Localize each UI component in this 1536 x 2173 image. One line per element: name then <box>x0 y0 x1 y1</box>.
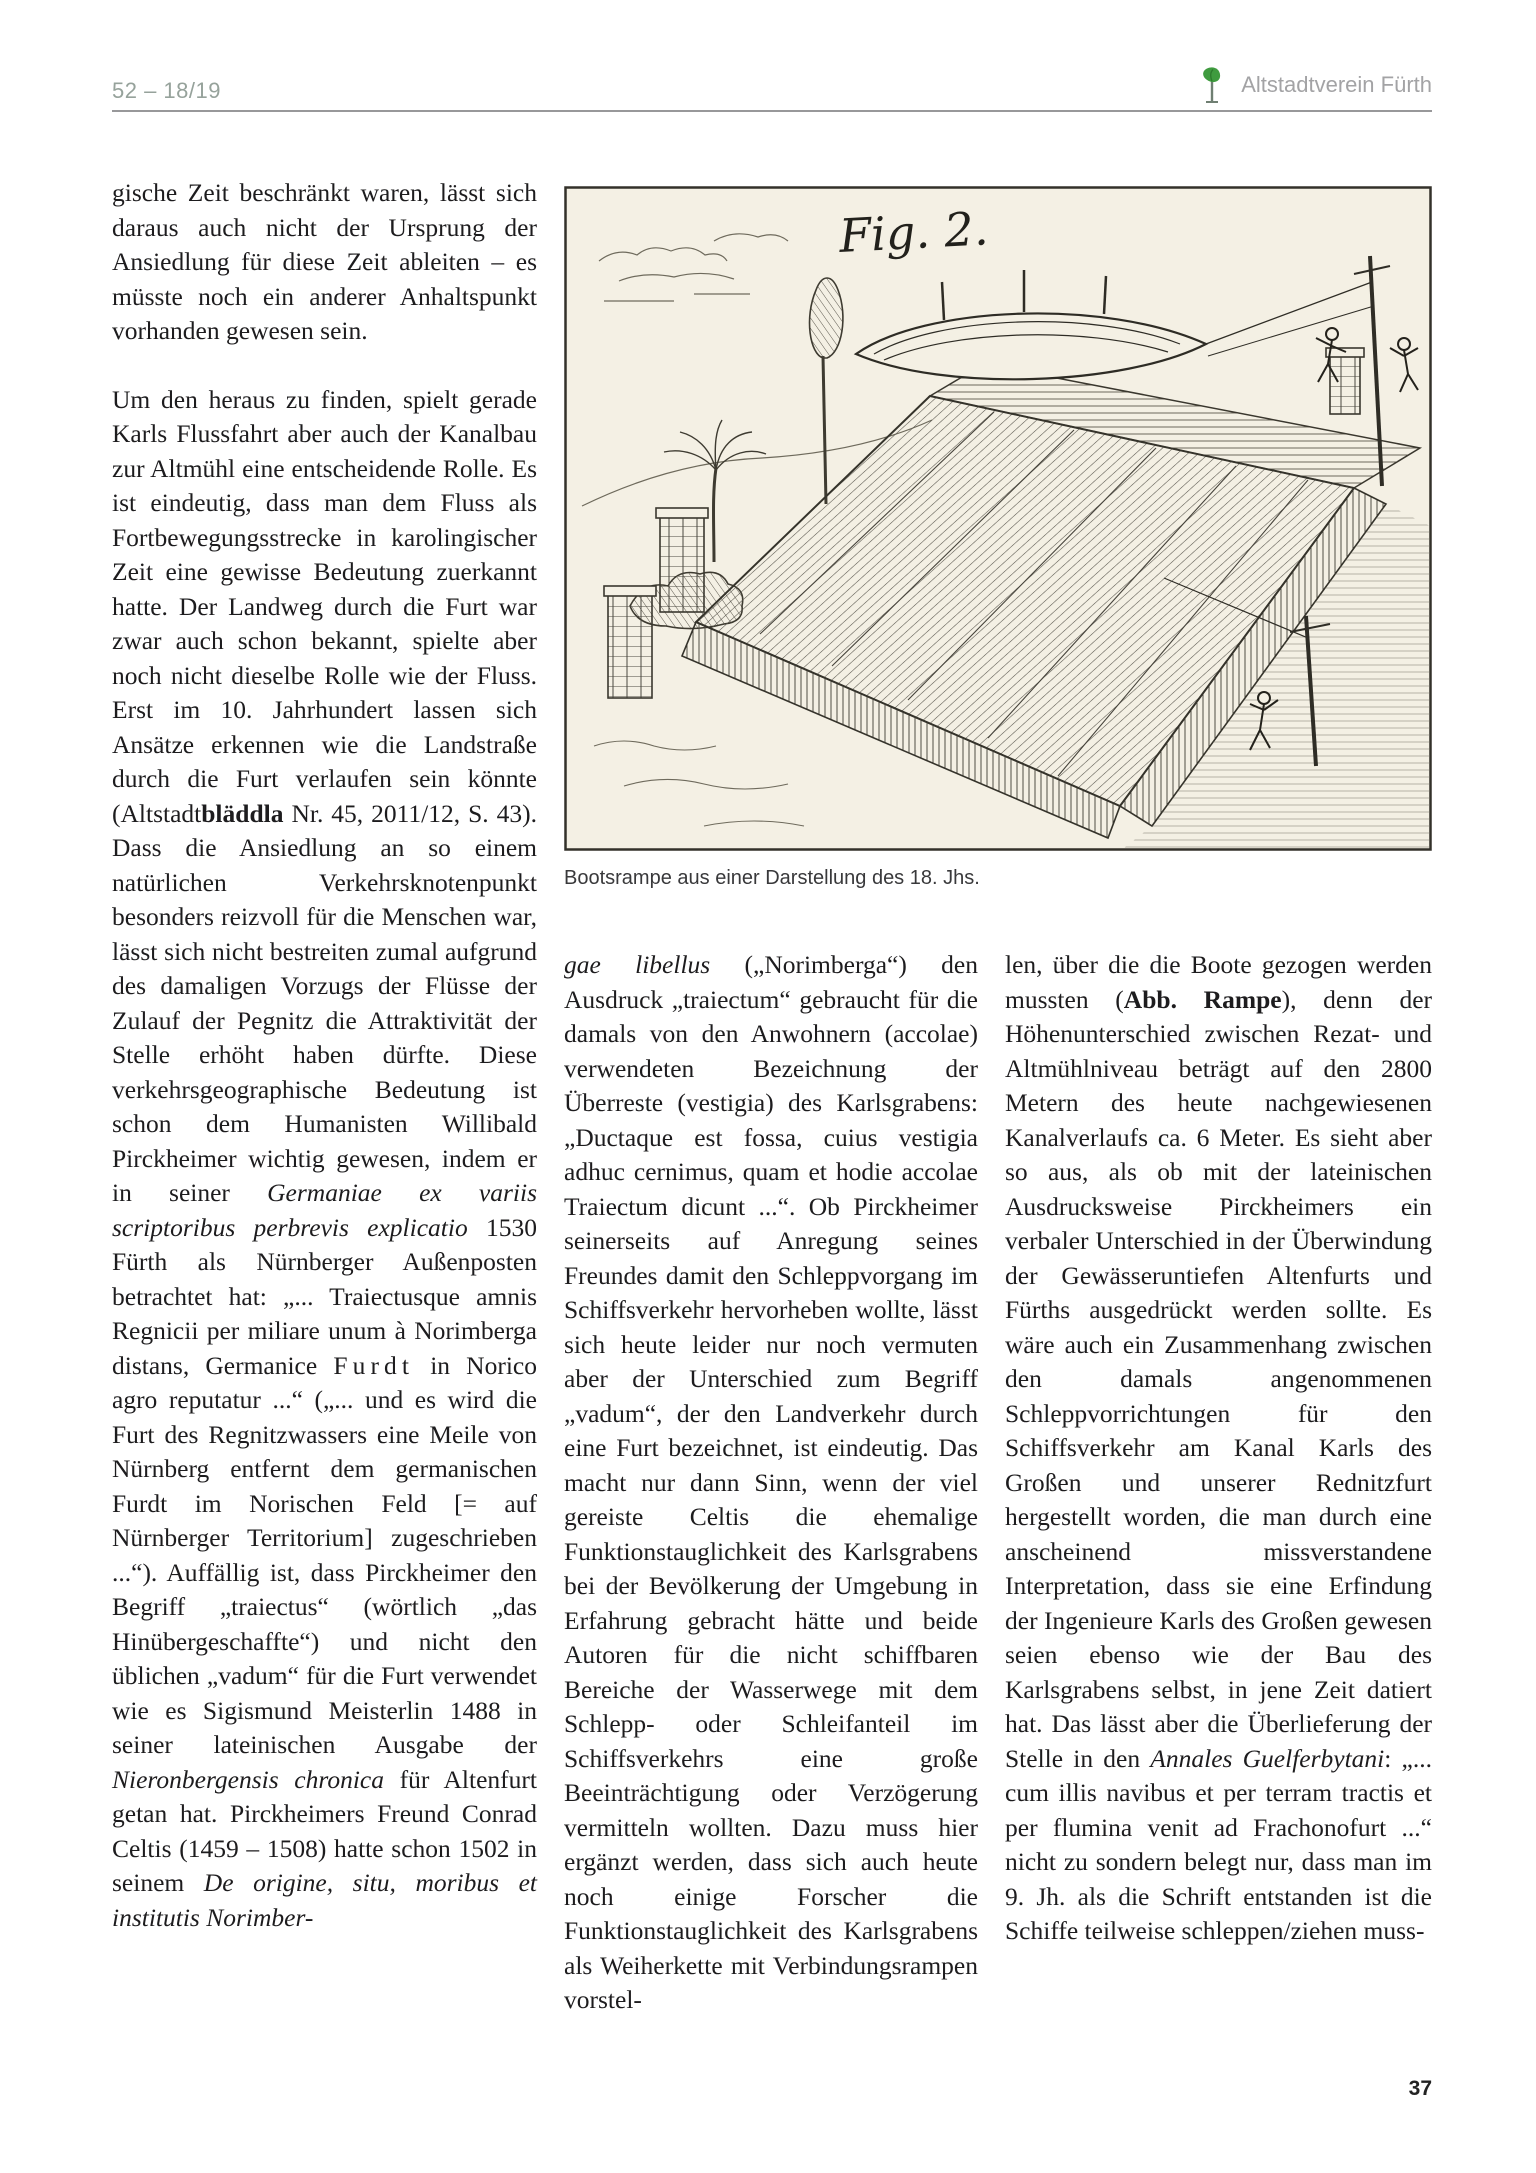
page-number: 37 <box>1408 2077 1432 2100</box>
text-run: Germaniae ex variis scriptoribus perbrevis explicatio <box>112 1178 537 1242</box>
text-run: („Norimberga“) den Ausdruck „traiectum“ gebraucht für die damals von den Anwohnern (accolae) verwendeten Bezeichnung der Überreste (vestigia) des Karlsgrabens: „Ductaque est fossa, cuius vestigia adhuc cernimus, quam et hodie accolae Traiectum dicunt ...“. Ob Pirckheimer seinerseits auf Anregung seines Freundes damit den Schleppvorgang im Schiffsverkehr hervorheben wollte, lässt sich heute leider nur noch vermuten aber der Unterschied zum Begriff „vadum“, der den Landverkehr durch eine Furt bezeichnet, ist eindeutig. Das macht nur dann Sinn, wenn der viel gereiste Celtis die ehemalige Funktionstauglichkeit des Karlsgrabens bei der Bevölkerung der Umgebung in Erfahrung gebracht hätte und beide Autoren für die nicht schiffbaren Bereiche der Wasserwege mit dem Schlepp- oder Schleifanteil im Schiffsverkehrs eine große Beeinträchtigung oder Verzögerung vermitteln wollten. Dazu muss hier ergänzt werden, dass sich auch heute noch einige Forscher die Funktionstauglichkeit des Karlsgrabens als Weiherkette mit Verbindungsrampen vorstel- <box>564 950 978 2014</box>
text-run: 1530 Fürth als Nürnberger Außenposten betrachtet hat: „... Traiectusque amnis Regnicii per miliare unum à Norimberga distans, Germanice <box>112 1212 537 1380</box>
text-run: Nr. 45, 2011/12, S. 43). Dass die Ansiedlung an so einem natürlichen Verkehrsknotenpunkt besonders reizvoll für die Menschen war, lässt sich nicht bestreiten zumal aufgrund des damaligen Vorzugs der Flüsse der Zulauf der Pegnitz die Attraktivität der Stelle erhöht haben dürfte. Diese verkehrsgeographische Bedeutung ist schon dem Humanisten Willibald Pirckheimer wichtig gewesen, indem er in seiner <box>112 798 537 1207</box>
text-run: bläddla <box>201 798 284 828</box>
text-run: Furdt <box>333 1350 415 1380</box>
paragraph <box>112 176 537 349</box>
text-run: ), denn der Höhenunterschied zwischen Rezat- und Altmühlniveau beträgt auf den 2800 Metern des heute nachgewiesenen Kanalverlaufs ca. 6 Meter. Es sieht aber so aus, als ob mit der lateinischen Ausdrucksweise Pirckheimers ein verbaler Unterschied in der Überwindung der Gewässeruntiefen Altenfurts und Fürths ausgedrückt werden sollte. Es wäre auch ein Zusammenhang zwischen den damals angenommenen Schleppvorrichtungen für den Schiffsverkehr am Kanal Karls des Großen und unserer Rednitzfurt hergestellt worden, die man durch eine anscheinend missverstandene Interpretation, dass sie eine Erfindung der Ingenieure Karls des Großen gewesen seien ebenso wie der Bau des Karlsgrabens selbst, in jene Zeit datiert hat. Das lässt aber die Überlieferung der Stelle in den <box>1005 984 1433 1773</box>
text-run: Um den heraus zu finden, spielt gerade Karls Flussfahrt aber auch der Kanalbau zur Altmühl eine entscheidende Rolle. Es ist eindeutig, dass man dem Fluss als Fortbewegungsstrecke in karolingischer Zeit eine gewisse Bedeutung zuerkannt hatte. Der Landweg durch die Furt war zwar auch schon bekannt, spielte aber noch nicht dieselbe Rolle wie der Fluss. Erst im 10. Jahrhundert lassen sich Ansätze erkennen wie die Landstraße durch die Furt verlaufen sein könnte (Altstadt <box>112 384 537 828</box>
text-run: Nieronbergensis chronica <box>112 1764 384 1794</box>
paragraph <box>112 383 537 1936</box>
text-run: Abb. Rampe <box>1123 984 1282 1014</box>
altstadtverein-logo-icon <box>1199 66 1225 104</box>
paragraph <box>564 948 978 2018</box>
text-run: len, über die die Boote gezogen werden mussten ( <box>1005 950 1432 1014</box>
text-run: in Norico agro reputatur ...“ („... und es wird die Furt des Regnitzwassers eine Meile von Nürnberg entfernt dem germanischen Furdt im Norischen Feld [= auf Nürnberger Territorium] zugeschrieben ...“). Auffällig ist, dass Pirckheimer den Begriff „traiectus“ (wörtlich „das Hinübergeschaffte“) und nicht den üblichen „vadum“ für die Furt verwendet wie es Sigismund Meisterlin 1488 in seiner lateinischen Ausgabe der <box>112 1350 537 1759</box>
text-run: Annales Guelferbytani <box>1150 1743 1385 1773</box>
boat-ramp-engraving <box>564 186 1432 851</box>
text-column-1 <box>112 176 537 1935</box>
brand-name: Altstadtverein Fürth <box>1241 72 1432 97</box>
figure-label: Fig. 2. <box>837 201 990 263</box>
text-run: für Altenfurt getan hat. Pirckheimers Freund Conrad Celtis (1459 – 1508) hatte schon 1502 in seinem <box>112 1764 537 1897</box>
engraving-image <box>564 186 1432 851</box>
text-run: gae libellus <box>564 950 711 979</box>
figure-caption: Bootsrampe aus einer Darstellung des 18. Jhs. <box>564 867 980 889</box>
brand <box>1199 66 1432 104</box>
text-column-3 <box>1005 948 1432 1949</box>
text-column-2 <box>564 948 978 2018</box>
page-header <box>112 68 1432 112</box>
text-run: gische Zeit beschränkt waren, lässt sich daraus auch nicht der Ursprung der Ansiedlung für diese Zeit ableiten – es müsste noch ein anderer Anhaltspunkt vorhanden gewesen sein. <box>112 178 537 345</box>
text-run: : „... cum illis navibus et per terram tractis et per flumina venit ad Frachonofurt ...“ nicht zu sondern belegt nur, dass man im 9. Jh. als die Schrift entstanden ist die Schiffe teilweise schleppen/ziehen muss- <box>1005 1743 1432 1945</box>
issue-number: 52 – 18/19 <box>112 78 221 103</box>
text-run: De origine, situ, moribus et institutis Norimber- <box>112 1868 537 1932</box>
figure <box>564 186 1432 890</box>
paragraph <box>1005 948 1432 1949</box>
